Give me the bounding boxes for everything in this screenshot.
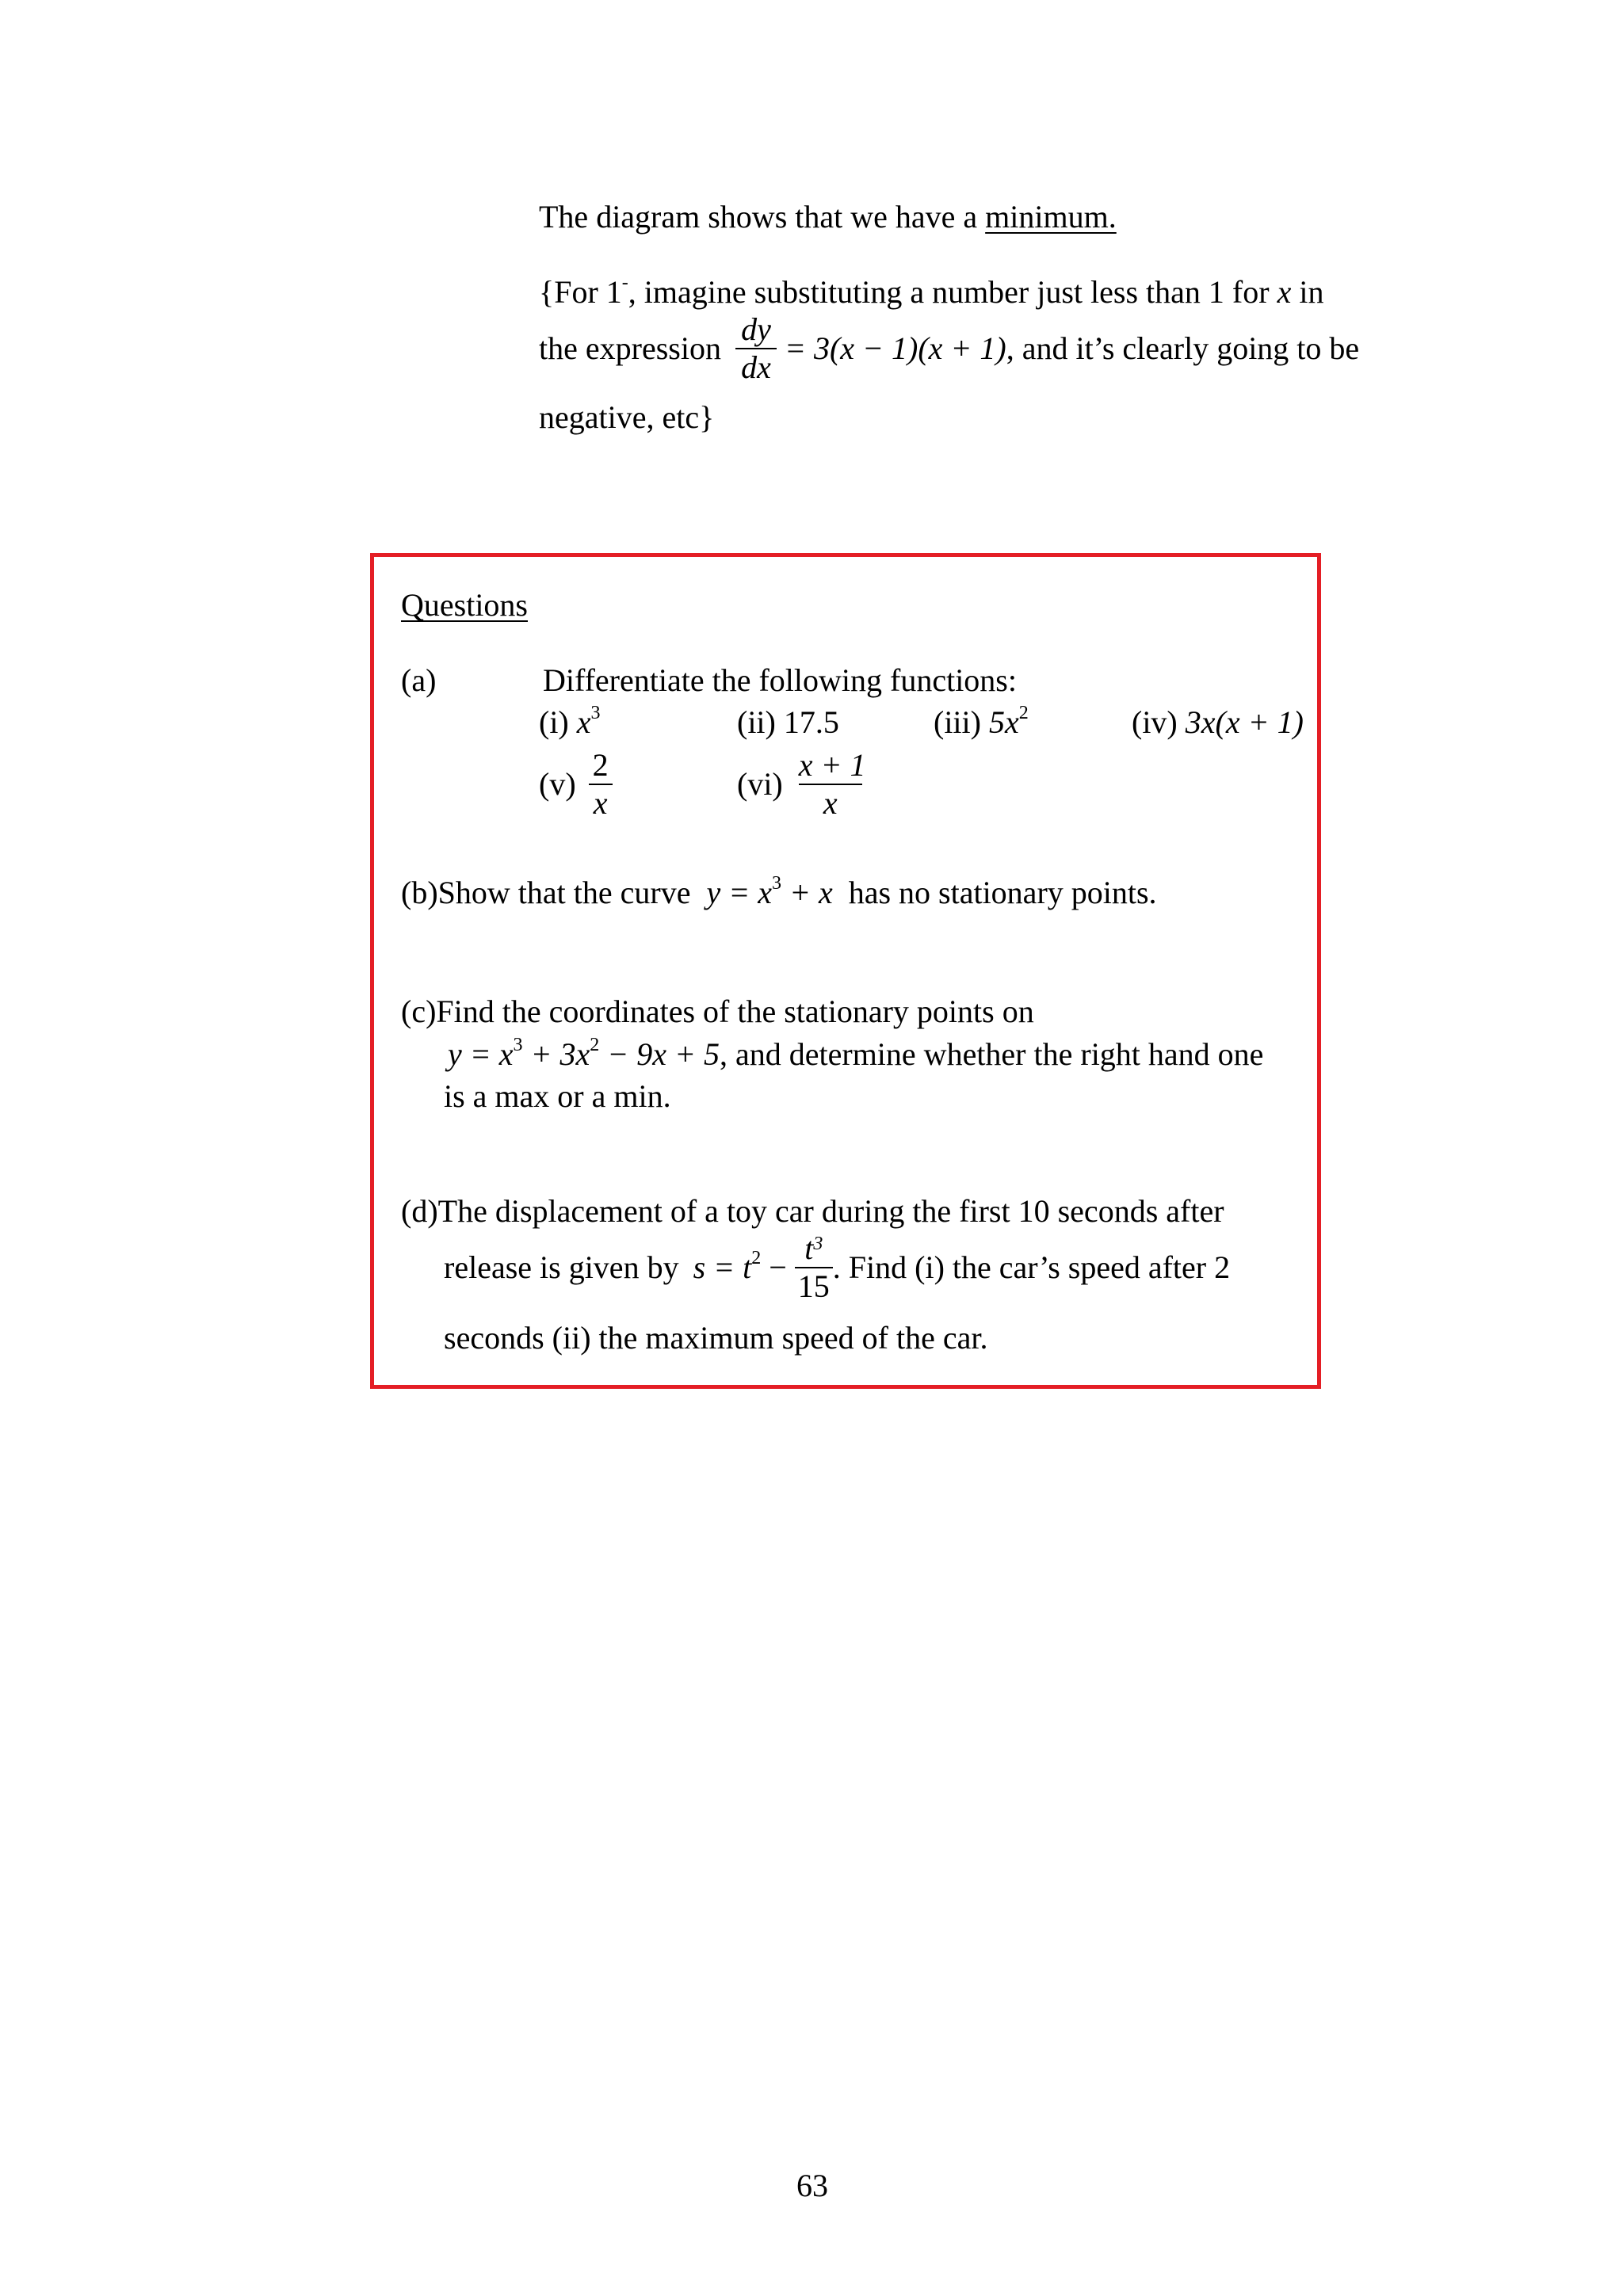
question-a-item-iii: [934, 704, 1029, 742]
question-d-line-2: [444, 1232, 1230, 1303]
expression-rhs: = 3(x − 1)(x + 1): [784, 330, 1006, 366]
question-d-line-2-suffix: . Find (i) the car’s speed after 2: [832, 1249, 1231, 1285]
question-a-instruction: Differentiate the following functions:: [543, 662, 1017, 698]
intro-line-2-end: in: [1299, 274, 1324, 310]
item-ii-label: (ii): [737, 704, 776, 740]
question-c-eq-c: − 9x + 5: [607, 1036, 720, 1072]
item-vi-denominator: x: [823, 785, 838, 821]
question-d-fraction-num: [795, 1232, 833, 1265]
question-b-eq-rest: + x: [789, 875, 833, 910]
question-b-suffix: has no stationary points.: [848, 875, 1157, 910]
questions-title: Questions: [401, 587, 528, 623]
question-d-line-1-text: The displacement of a toy car during the first 10 seconds after: [437, 1193, 1224, 1229]
question-c-eq-exp2: 2: [590, 1035, 600, 1055]
item-i-base: x: [576, 704, 591, 740]
question-a-label: (a): [401, 662, 437, 698]
item-v-denominator: x: [593, 785, 608, 821]
intro-line-3-prefix: the expression: [539, 330, 721, 366]
item-vi-label: (vi): [737, 766, 783, 802]
item-vi-fraction: [798, 747, 866, 821]
question-d-fraction-den: 15: [797, 1268, 830, 1304]
item-iv-label: (iv): [1132, 704, 1178, 740]
question-c-line-1: [401, 993, 1034, 1031]
item-i-label: (i): [539, 704, 569, 740]
minimum-underlined: minimum.: [985, 199, 1117, 235]
item-iii-exp: 2: [1018, 703, 1029, 723]
dy-dx-numerator: dy: [741, 311, 771, 347]
question-d-label: (d): [401, 1193, 438, 1229]
intro-line-2-start: {For 1: [539, 274, 622, 310]
item-v-label: (v): [539, 766, 576, 802]
question-d-eq-exp: 2: [751, 1248, 762, 1269]
item-v-fraction: [589, 749, 613, 820]
question-b-eq-lhs: y = x: [706, 875, 772, 910]
dy-dx-fraction: [735, 313, 777, 384]
item-vi-numerator: x + 1: [798, 747, 866, 783]
intro-line-2-mid: , imagine substituting a number just less than 1 for: [628, 274, 1270, 310]
question-c-eq-b: + 3x: [530, 1036, 590, 1072]
intro-line-2: [539, 273, 1323, 311]
intro-line-2-sup: -: [621, 273, 628, 293]
item-ii-value: 17.5: [783, 704, 839, 740]
question-a-item-i: [539, 704, 601, 742]
question-c-line-2-suffix: , and determine whether the right hand one: [720, 1036, 1264, 1072]
question-c-label: (c): [401, 994, 437, 1029]
item-iii-base: 5x: [988, 704, 1019, 740]
question-c-eq-exp1: 3: [513, 1035, 523, 1055]
question-a-item-vi: [737, 747, 866, 821]
question-b-label: (b): [401, 875, 438, 910]
intro-line-1: [539, 198, 1117, 236]
question-c-line-2: [448, 1035, 1263, 1074]
item-v-numerator: 2: [592, 747, 609, 783]
question-d-fraction: [795, 1232, 833, 1303]
dy-dx-denominator: dx: [741, 349, 771, 385]
question-b-prefix: Show that the curve: [437, 875, 691, 910]
item-i-exp: 3: [590, 703, 601, 723]
question-c-eq-a: y = x: [448, 1036, 514, 1072]
question-d-eq-minus: −: [769, 1249, 787, 1285]
item-iii-label: (iii): [934, 704, 981, 740]
intro-line-4: negative, etc}: [539, 399, 715, 435]
question-a-item-iv: [1132, 704, 1304, 742]
intro-line-3: [539, 313, 1359, 384]
question-d-fraction-num-base: t: [804, 1230, 814, 1266]
page-number: 63: [796, 2168, 828, 2203]
question-d-line-2-prefix: release is given by: [444, 1249, 679, 1285]
item-iv-value: 3x(x + 1): [1185, 704, 1304, 740]
intro-line-3-suffix: , and it’s clearly going to be: [1006, 330, 1360, 366]
question-d-line-1: [401, 1192, 1224, 1230]
question-a-item-v: [539, 749, 613, 820]
question-c-line-1-text: Find the coordinates of the stationary points on: [436, 994, 1034, 1029]
question-b-eq-exp: 3: [771, 873, 781, 894]
question-c-line-3: is a max or a min.: [444, 1078, 671, 1114]
question-d-fraction-num-exp: 3: [813, 1234, 823, 1254]
question-d-eq-a: s = t: [693, 1249, 752, 1285]
intro-line-1-text: The diagram shows that we have a: [539, 199, 978, 235]
question-b: [401, 874, 1157, 912]
intro-line-2-var: x: [1277, 274, 1292, 310]
question-a-item-ii: [737, 704, 839, 742]
question-d-line-3: seconds (ii) the maximum speed of the car.: [444, 1320, 988, 1356]
